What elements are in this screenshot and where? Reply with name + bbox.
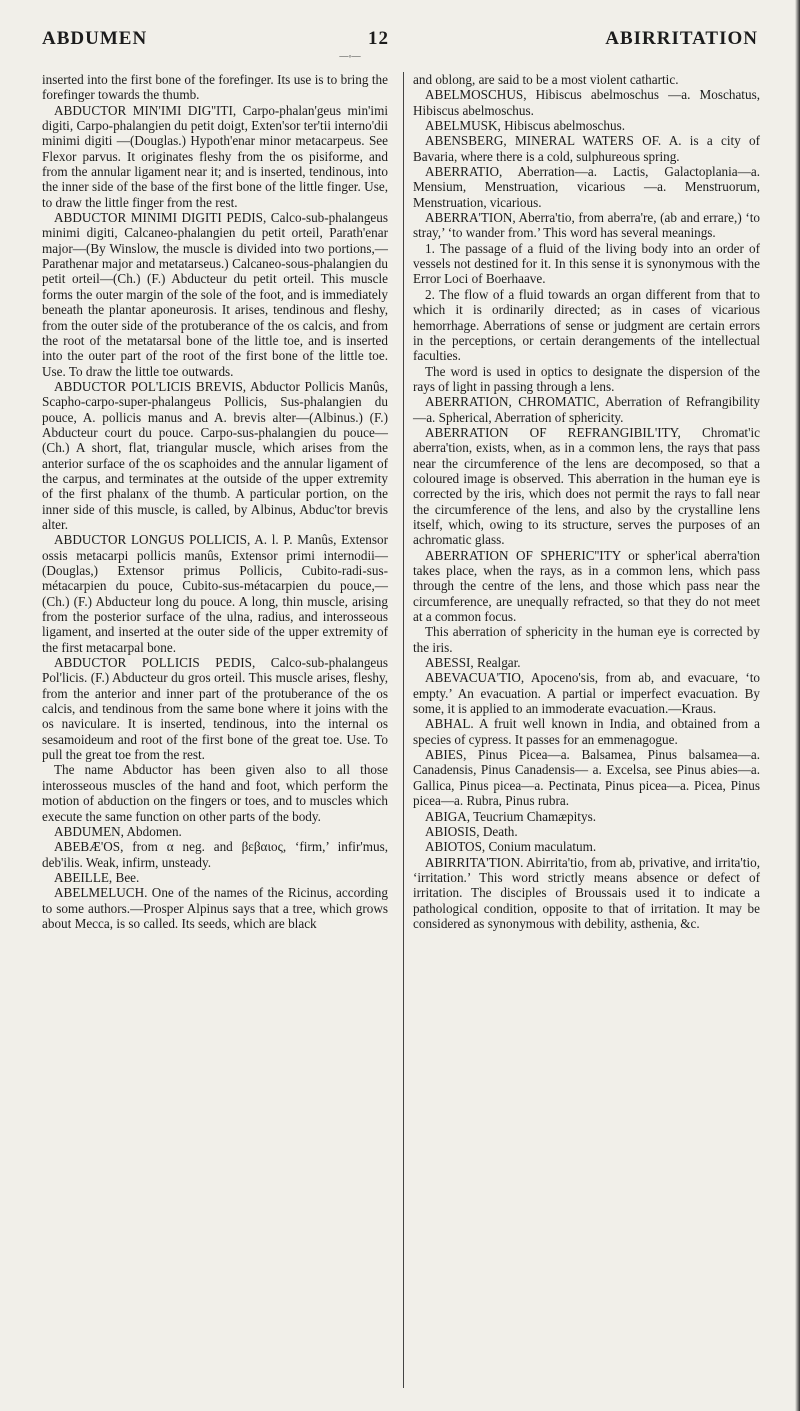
entry-paragraph: ABERRATION OF REFRANGIBIL'ITY, Chromat'ic aberra'tion, exists, when, as in a common lens, the rays that pass near the circumference of the lens are decomposed, so that a coloured image is observed. This aberration in the human eye is corrected by the iris, which does not permit the rays to fall near the circumference of the lens, and also by the crystalline lens itself, which, owing to its structure, serves the purposes of an achromatic glass. [413,424,760,548]
entry-paragraph: ABEILLE, Bee. [54,869,140,885]
left-column [42,72,388,931]
header-ornament: —◦— [339,51,361,61]
entry-paragraph: ABEVACUA'TIO, Apoceno'sis, from ab, and evacuare, ‘to empty.’ An evacuation. A partial or imperfect evacuation. By some, it is applied to an immoderate evacuation.—Kraus. [413,670,760,717]
entry-paragraph: ABIGA, Teucrium Chamæpitys. [425,808,596,824]
page-number: 12 [368,28,389,49]
entry-paragraph: The name Abductor has been given also to all those interosseous muscles of the hand and foot, which perform the motion of abduction on the fingers or toes, and to muscles which execute the same function on other parts of the body. [42,762,388,824]
entry-paragraph: This aberration of sphericity in the human eye is corrected by the iris. [413,624,760,655]
entry-paragraph: ABDUCTOR POL'LICIS BREVIS, Abductor Pollicis Manûs, Scapho-carpo-super-phalangeus Pollicis, Sus-phalangien du pouce, A. pollicis manus and A. brevis alter—(Albinus.) (F.) Abducteur court du pouce. Carpo-sus-phalangien du pouce—(Ch.) A short, flat, triangular muscle, which arises from the anterior surface of the os scaphoides and the annular ligament of the carpus, and terminates at the outside of the upper extremity of the first phalanx of the thumb. A particular portion, on the inner side of this muscle, is called, by Albinus, Abduc'tor brevis alter. [42,378,388,532]
entry-paragraph: ABERRA'TION, Aberra'tio, from aberra're, (ab and errare,) ‘to stray,’ ‘to wander from.’ This word has several meanings. [413,210,760,241]
entry-paragraph: ABIOTOS, Conium maculatum. [425,839,597,855]
entry-paragraph: ABERRATIO, Aberration—a. Lactis, Galactoplania—a. Mensium, Menstruation, vicarious —a. Menstruorum, Menstruation, vicarious. [413,164,760,210]
entry-paragraph: ABDUCTOR MIN'IMI DIG''ITI, Carpo-phalan'geus min'imi digiti, Carpo-phalangien du petit doigt, Exten'sor ter'tii interno'dii minimi digiti —(Douglas.) Hypoth'enar minor metacarpeus. See Flexor parvus. It originates fleshy from the os pisiforme, and from the annular ligament near it; and is inserted, tendinous, into the inner side of the base of the first bone of the little finger. Use, to draw the little finger from the rest. [42,102,388,210]
entry-paragraph: The word is used in optics to designate the dispersion of the rays of light in passing through a lens. [413,363,760,394]
running-head-right: ABIRRITATION [605,28,758,49]
entry-paragraph: 2. The flow of a fluid towards an organ different from that to which it is ordinarily directed; as in cases of vicarious hemorrhage. Aberrations of sense or judgment are certain errors in the perceptions, or certain derangements of the intellectual faculties. [413,286,760,364]
entry-paragraph: ABDUCTOR POLLICIS PEDIS, Calco-sub-phalangeus Pol'licis. (F.) Abducteur du gros orteil. This muscle arises, fleshy, from the anterior and inner part of the protuberance of the os calcis, and tendinous from the same bone where it joins with the os naviculare. It is inserted, tendinous, into the internal os sesamoideum and root of the first bone of the great toe. Use. To pull the great toe from the rest. [42,655,388,763]
entry-paragraph: ABIOSIS, Death. [425,823,518,839]
entry-paragraph: ABERRATION, CHROMATIC, Aberration of Refrangibility—a. Spherical, Aberration of sphericity. [413,394,760,425]
entry-paragraph: 1. The passage of a fluid of the living body into an order of vessels not destined for it. In this sense it is synonymous with the Error Loci of Boerhaave. [413,240,760,287]
entry-paragraph: ABIRRITA'TION. Abirrita'tio, from ab, privative, and irrita'tio, ‘irritation.’ This word strictly means absence or defect of irritation. The disciples of Broussais used it to indicate a pathological condition, opposite to that of irritation. It may be considered as synonymous with debility, asthenia, &c. [413,854,760,931]
running-head-left: ABDUMEN [42,28,148,49]
entry-paragraph: ABELMELUCH. One of the names of the Ricinus, according to some authors.—Prosper Alpinus says that a tree, which grows about Mecca, is so called. Its seeds, which are black [42,885,388,931]
entry-paragraph: ABDUCTOR MINIMI DIGITI PEDIS, Calco-sub-phalangeus minimi digiti, Calcaneo-phalangien du petit orteil, Parath'enar major—(By Winslow, the muscle is divided into two portions,— Parathenar major and metatarseus.) Calcaneo-sous-phalangien du petit orteil—(Ch.) (F.) Abducteur du petit orteil. This muscle forms the outer margin of the sole of the foot, and is immediately beneath the plantar aponeurosis. It arises, tendinous and fleshy, from the outer side of the protuberance of the os calcis, and from the root of the metatarsal bone of the little toe, and is inserted into the outer part of the root of the first bone of the little toe. Use. To draw the little toe outwards. [42,210,388,379]
entry-paragraph: ABEBÆ'OS, from α neg. and βεβαιος, ‘firm,’ infir'mus, deb'ilis. Weak, infirm, unsteady. [42,839,388,870]
column-divider [403,72,404,1388]
right-column [413,72,760,931]
entry-paragraph: ABELMUSK, Hibiscus abelmoschus. [425,118,626,134]
entry-paragraph: ABELMOSCHUS, Hibiscus abelmoschus —a. Moschatus, Hibiscus abelmoschus. [413,87,760,118]
entry-paragraph: and oblong, are said to be a most violent cathartic. [413,72,679,87]
entry-paragraph: ABERRATION OF SPHERIC''ITY or spher'ical aberra'tion takes place, when the rays, as in a common lens, which pass through the centre of the lens, and those which pass near the circumference, are unequally refracted, so that they do not meet at a common focus. [413,547,760,625]
page-edge-shadow [795,0,800,1411]
entry-paragraph: ABHAL. A fruit well known in India, and obtained from a species of cypress. It passes for an emmenagogue. [413,716,760,747]
entry-paragraph: ABIES, Pinus Picea—a. Balsamea, Pinus balsamea—a. Canadensis, Pinus Canadensis— a. Excelsa, see Pinus abies—a. Gallica, Pinus picea—a. Pectinata, Pinus picea—a. Picea, Pinus picea—a. Rubra, Pinus rubra. [413,747,760,809]
entry-paragraph: ABDUMEN, Abdomen. [54,823,182,839]
entry-paragraph: ABDUCTOR LONGUS POLLICIS, A. l. P. Manûs, Extensor ossis metacarpi pollicis manûs, Extensor primi internodii—(Douglas,) Extensor primus Pollicis, Cubito-radi-sus-métacarpien du pouce, Cubito-sus-métacarpien du pouce,— (Ch.) (F.) Abducteur long du pouce. A long, thin muscle, arising from the posterior surface of the ulna, radius, and interosseous ligament, and inserted at the outer side of the upper extremity of the first metacarpal bone. [42,532,388,655]
entry-paragraph: inserted into the first bone of the forefinger. Its use is to bring the forefinger towards the thumb. [42,72,388,103]
entry-paragraph: ABESSI, Realgar. [425,655,521,671]
entry-paragraph: ABENSBERG, MINERAL WATERS OF. A. is a city of Bavaria, where there is a cold, sulphureous spring. [413,133,760,164]
